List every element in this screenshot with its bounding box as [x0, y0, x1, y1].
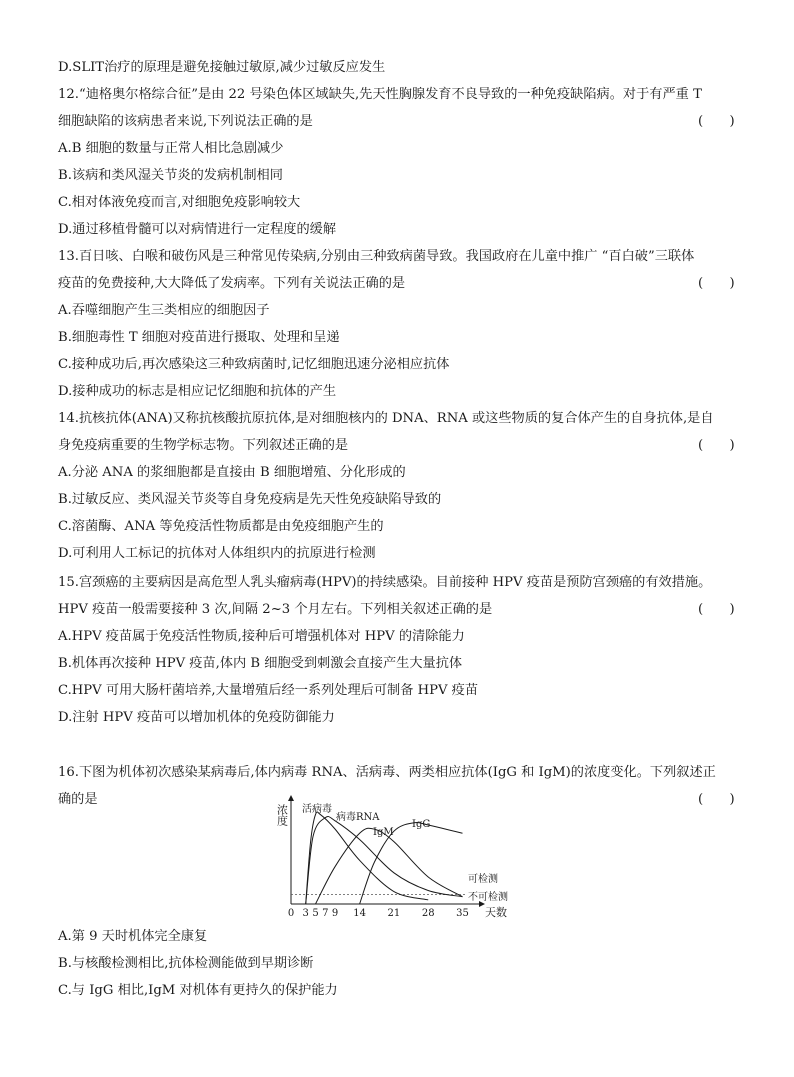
text-line: D.SLIT治疗的原理是避免接触过敏原,减少过敏反应发生	[58, 60, 386, 75]
x-tick-label: 7	[322, 908, 329, 919]
text-line: D.注射 HPV 疫苗可以增加机体的免疫防御能力	[58, 710, 335, 725]
text-line: 细胞缺陷的该病患者来说,下列说法正确的是	[58, 114, 313, 129]
text-line: C.与 IgG 相比,IgM 对机体有更持久的保护能力	[58, 983, 338, 998]
text-line: B.细胞毒性 T 细胞对疫苗进行摄取、处理和呈递	[58, 330, 340, 345]
text-line: A.第 9 天时机体完全康复	[58, 929, 208, 944]
text-line: D.接种成功的标志是相应记忆细胞和抗体的产生	[58, 384, 337, 399]
x-tick-label: 14	[353, 908, 366, 919]
series-label: IgG	[412, 819, 431, 830]
answer-blank: ( )	[698, 792, 735, 807]
series-line-2	[316, 828, 463, 904]
x-tick-label: 3	[302, 908, 309, 919]
answer-blank: ( )	[698, 276, 735, 291]
x-tick-label: 28	[421, 908, 435, 919]
detectable-label: 可检测	[468, 874, 498, 885]
x-tick-label: 35	[456, 908, 469, 919]
text-line: 确的是	[58, 792, 98, 807]
x-tick-label: 21	[387, 908, 401, 919]
undetectable-label: 不可检测	[468, 892, 508, 903]
text-line: HPV 疫苗一般需要接种 3 次,间隔 2~3 个月左右。下列相关叙述正确的是	[58, 602, 493, 617]
series-label: IgM	[373, 827, 394, 838]
x-tick-label: 9	[331, 908, 339, 919]
text-line: C.接种成功后,再次感染这三种致病菌时,记忆细胞迅速分泌相应抗体	[58, 357, 450, 372]
text-line: A.吞噬细胞产生三类相应的细胞因子	[58, 303, 270, 318]
answer-blank: ( )	[698, 114, 735, 129]
text-line: 16.下图为机体初次感染某病毒后,体内病毒 RNA、活病毒、两类相应抗体(IgG 和 IgM)的浓度变化。下列叙述正	[58, 765, 716, 780]
antibody-concentration-chart	[272, 792, 522, 922]
text-line: 疫苗的免费接种,大大降低了发病率。下列有关说法正确的是	[58, 276, 406, 291]
answer-blank: ( )	[698, 438, 735, 453]
text-line: C.HPV 可用大肠杆菌培养,大量增殖后经一系列处理后可制备 HPV 疫苗	[58, 683, 479, 698]
text-line: A.B 细胞的数量与正常人相比急剧减少	[58, 141, 284, 156]
x-tick-label: 5	[312, 908, 319, 919]
text-line: 13.百日咳、白喉和破伤风是三种常见传染病,分别由三种致病菌导致。我国政府在儿童中推广 “百白破”三联体	[58, 249, 695, 264]
text-line: 14.抗核抗体(ANA)又称抗核酸抗原抗体,是对细胞核内的 DNA、RNA 或这些物质的复合体产生的自身抗体,是自	[58, 411, 714, 426]
text-line: A.分泌 ANA 的浆细胞都是直接由 B 细胞增殖、分化形成的	[58, 465, 406, 480]
text-line: C.溶菌酶、ANA 等免疫活性物质都是由免疫细胞产生的	[58, 519, 384, 534]
text-line: C.相对体液免疫而言,对细胞免疫影响较大	[58, 195, 301, 210]
series-label: 活病毒	[302, 804, 332, 815]
text-line: 身免疫病重要的生物学标志物。下列叙述正确的是	[58, 438, 349, 453]
text-line: B.该病和类风湿关节炎的发病机制相同	[58, 168, 283, 183]
series-label: 病毒RNA	[336, 812, 380, 823]
text-line: A.HPV 疫苗属于免疫活性物质,接种后可增强机体对 HPV 的清除能力	[58, 629, 465, 644]
text-line: D.可利用人工标记的抗体对人体组织内的抗原进行检测	[58, 546, 376, 561]
x-tick-label: 0	[287, 908, 295, 919]
answer-blank: ( )	[698, 602, 735, 617]
text-line: B.与核酸检测相比,抗体检测能做到早期诊断	[58, 956, 314, 971]
chart-svg	[272, 792, 522, 922]
text-line: D.通过移植骨髓可以对病情进行一定程度的缓解	[58, 222, 337, 237]
text-line: B.机体再次接种 HPV 疫苗,体内 B 细胞受到刺激会直接产生大量抗体	[58, 656, 463, 671]
text-line: 15.宫颈癌的主要病因是高危型人乳头瘤病毒(HPV)的持续感染。目前接种 HPV 疫苗是预防宫颈癌的有效措施。	[58, 575, 712, 590]
text-line: 12.“迪格奥尔格综合征”是由 22 号染色体区域缺失,先天性胸腺发育不良导致的一种免疫缺陷病。对于有严重 T	[58, 87, 702, 102]
x-axis-label: 天数	[485, 906, 507, 919]
text-line: B.过敏反应、类风湿关节炎等自身免疫病是先天性免疫缺陷导致的	[58, 492, 442, 507]
y-axis-label: 浓度	[275, 804, 289, 826]
